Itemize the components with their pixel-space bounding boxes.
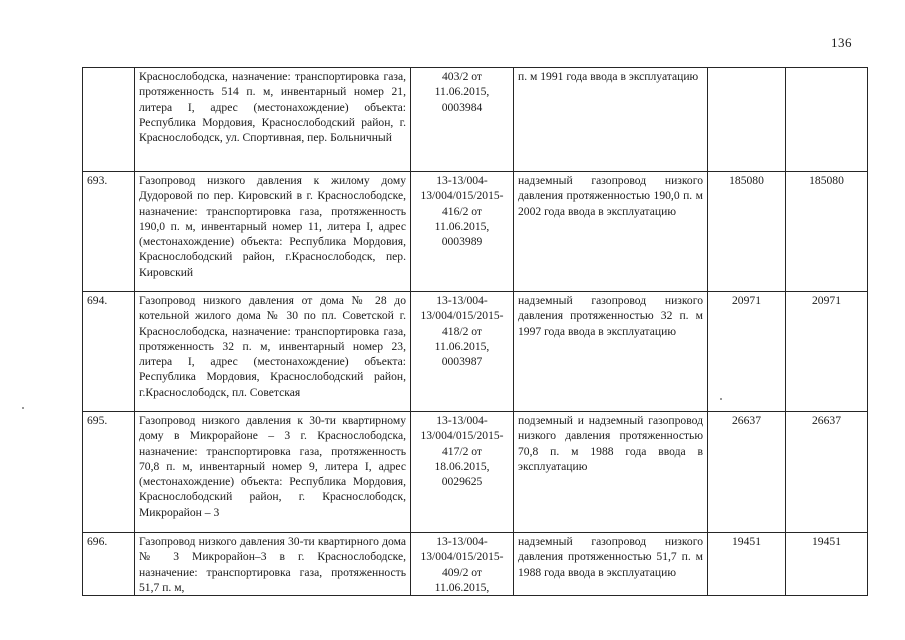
row-number [83, 68, 135, 172]
registration-doc-cell: 13-13/004-13/004/015/2015-416/2 от 11.06.2015, 0003989 [411, 172, 514, 292]
object-description-cell: надземный газопровод низкого давления протяженностью 190,0 п. м 2002 года ввода в эксплуатацию [514, 172, 708, 292]
page-number: 136 [831, 35, 852, 50]
value-cell-2: 20971 [786, 292, 868, 412]
table-row [83, 68, 868, 172]
registration-doc-cell: 13-13/004-13/004/015/2015-409/2 от 11.06.2015, [411, 533, 514, 596]
object-description-cell: надземный газопровод низкого давления протяженностью 51,7 п. м 1988 года ввода в эксплуатацию [514, 533, 708, 596]
table-row [83, 412, 868, 533]
row-number: 693. [83, 172, 135, 292]
scan-speck [720, 398, 722, 400]
registration-doc-cell: 13-13/004-13/004/015/2015-418/2 от 11.06.2015, 0003987 [411, 292, 514, 412]
row-number: 695. [83, 412, 135, 533]
property-registry-table [82, 67, 868, 596]
value-cell-2: 26637 [786, 412, 868, 533]
value-cell-1: 26637 [708, 412, 786, 533]
object-name-cell: Газопровод низкого давления 30-ти квартирного дома № 3 Микрорайон–3 в г. Краснослободске, назначение: транспортировка газа, протяженность 51,7 п. м, [135, 533, 411, 596]
value-cell-2 [786, 68, 868, 172]
object-name-cell: Газопровод низкого давления от дома № 28 до котельной жилого дома № 30 по пл. Советской г. Краснослободска, назначение: транспортировка газа, протяженность 32 п. м, инвентарный номер 23, литера I, адрес (местонахождение) объекта: Республика Мордовия, Краснослободский район, г.Краснослободск, пл. Советская [135, 292, 411, 412]
object-description-cell: п. м 1991 года ввода в эксплуатацию [514, 68, 708, 172]
table-row [83, 172, 868, 292]
row-number: 696. [83, 533, 135, 596]
value-cell-2: 185080 [786, 172, 868, 292]
value-cell-1: 20971 [708, 292, 786, 412]
object-description-cell: надземный газопровод низкого давления протяженностью 32 п. м 1997 года ввода в эксплуатацию [514, 292, 708, 412]
value-cell-1: 185080 [708, 172, 786, 292]
registration-doc-cell: 403/2 от 11.06.2015, 0003984 [411, 68, 514, 172]
object-name-cell: Краснослободска, назначение: транспортировка газа, протяженность 514 п. м, инвентарный номер 21, литера I, адрес (местонахождение) объекта: Республика Мордовия, Краснослободский район, г. Краснослободск, ул. Спортивная, пер. Больничный [135, 68, 411, 172]
object-name-cell: Газопровод низкого давления к жилому дому Дудоровой по пер. Кировский в г. Краснослободске, назначение: транспортировка газа, протяженность 190,0 п. м, инвентарный номер 11, литера I, адрес (местонахождение) объекта: Республика Мордовия, Краснослободский район, г.Краснослободск, пер. Кировский [135, 172, 411, 292]
value-cell-1 [708, 68, 786, 172]
table-row [83, 533, 868, 596]
object-name-cell: Газопровод низкого давления к 30-ти квартирному дому в Микрорайоне – 3 г. Краснослободска, назначение: транспортировка газа, протяженность 70,8 п. м, инвентарный номер 9, литера I, адрес (местонахождение) объекта: Республика Мордовия, Краснослободский район, г. Краснослободск, Микрорайон – 3 [135, 412, 411, 533]
value-cell-1: 19451 [708, 533, 786, 596]
row-number: 694. [83, 292, 135, 412]
registration-doc-cell: 13-13/004-13/004/015/2015-417/2 от 18.06.2015, 0029625 [411, 412, 514, 533]
table-row [83, 292, 868, 412]
object-description-cell: подземный и надземный газопровод низкого давления протяженностью 70,8 п. м 1988 года ввода в эксплуатацию [514, 412, 708, 533]
value-cell-2: 19451 [786, 533, 868, 596]
scan-speck [22, 407, 24, 409]
